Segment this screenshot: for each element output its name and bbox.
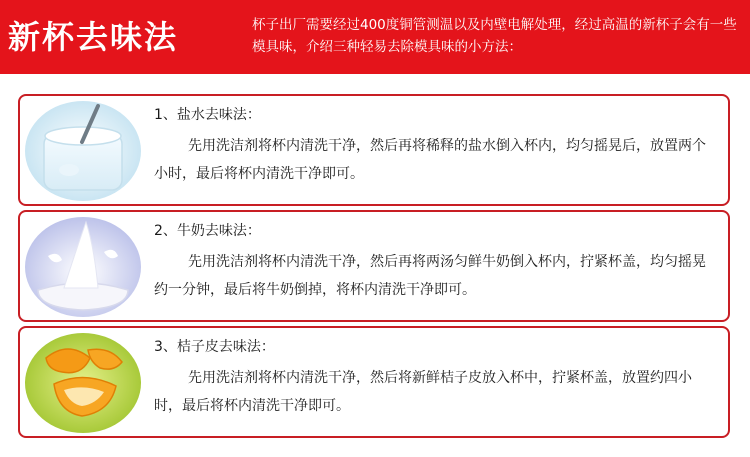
method-heading: 1、盐水去味法：: [154, 107, 261, 123]
header-banner: [0, 0, 750, 74]
method-body-text: 先用洗洁剂将杯内清洗干净，然后再将两汤匀鲜牛奶倒入杯内，拧紧杯盖，均匀摇晃约一分钟，最后将牛奶倒掉，将杯内清洗干净即可。: [154, 254, 706, 298]
method-heading: 2、牛奶去味法：: [154, 223, 261, 239]
banner-title: 新杯去味法: [8, 18, 179, 56]
method-body-text: 先用洗洁剂将杯内清洗干净，然后再将稀释的盐水倒入杯内，均匀摇晃后，放置两个小时，最后将杯内清洗干净即可。: [154, 138, 706, 182]
method-body: [154, 248, 714, 304]
milk-splash-icon: [24, 216, 142, 318]
method-body: [154, 132, 714, 188]
method-body-text: 先用洗洁剂将杯内清洗干净，然后将新鲜桔子皮放入杯中，拧紧杯盖，放置约四小时，最后将杯内清洗干净即可。: [154, 370, 692, 414]
method-heading: 3、桔子皮去味法：: [154, 339, 275, 355]
method-card-orange-peel: [18, 326, 730, 438]
method-card-salt: [18, 94, 730, 206]
banner-description: 杯子出厂需要经过400度铜管测温以及内壁电解处理，经过高温的新杯子会有一些模具味，介绍三种轻易去除模具味的小方法：: [252, 17, 737, 55]
method-card-milk: [18, 210, 730, 322]
method-body: [154, 364, 714, 420]
salt-water-glass-icon: [24, 100, 142, 202]
orange-peel-icon: [24, 332, 142, 434]
